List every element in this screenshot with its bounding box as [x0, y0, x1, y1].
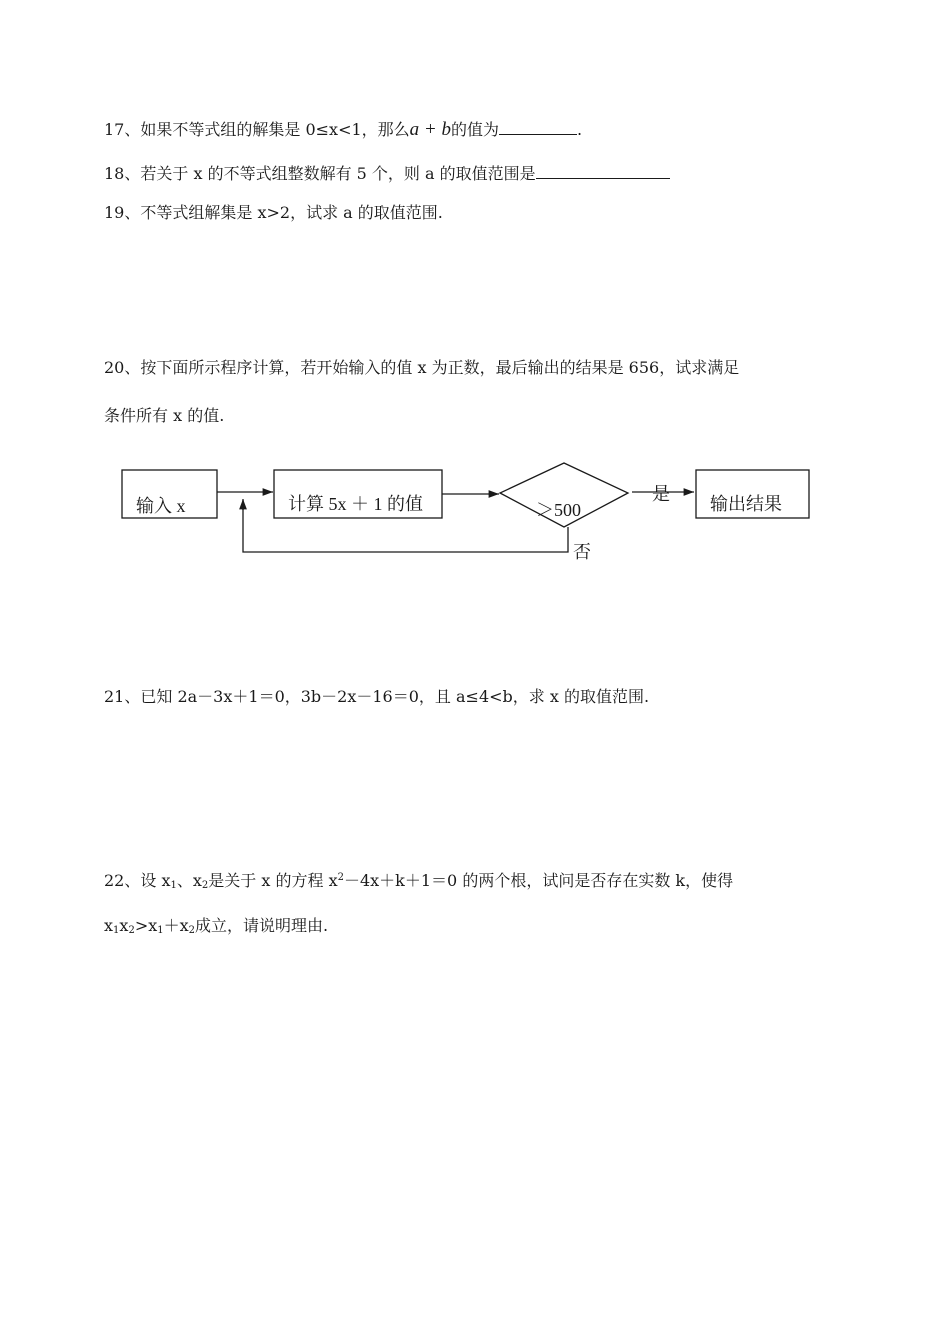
question-text: x	[119, 916, 129, 935]
question-number: 21、	[104, 687, 141, 706]
compute-label: 计算 5x ＋ 1 的值	[288, 494, 423, 514]
question-text: －4x＋k＋1＝0 的两个根，试问是否存在实数 k，使得	[343, 871, 734, 890]
question-text: .	[577, 120, 583, 139]
subscript: 2	[188, 925, 196, 936]
question-number: 17、	[104, 120, 141, 139]
question-text: 成立，请说明理由.	[195, 916, 329, 935]
question-number: 19、	[104, 203, 141, 222]
input-label: 输入 x	[136, 496, 186, 516]
subscript: 2	[128, 925, 135, 936]
question-text: >x	[134, 916, 158, 935]
subscript: 1	[157, 925, 164, 936]
question-number: 20、	[104, 358, 141, 377]
question-22-line-2	[104, 915, 328, 942]
question-21	[104, 686, 649, 708]
question-text: 条件所有 x 的值.	[104, 406, 225, 425]
question-text: 按下面所示程序计算，若开始输入的值 x 为正数，最后输出的结果是 656，试求满足	[140, 358, 740, 377]
decision-label: ＞500	[536, 500, 581, 520]
question-text: x	[104, 916, 114, 935]
superscript: 2	[337, 872, 344, 883]
question-text: 的值为	[451, 120, 500, 139]
subscript: 1	[170, 880, 177, 891]
no-label: 否	[573, 542, 591, 562]
question-text: 已知 2a－3x＋1＝0，3b－2x－16＝0，且 a≤4<b，求 x 的取值范围.	[140, 687, 650, 706]
question-text: ＋x	[163, 916, 189, 935]
output-label: 输出结果	[710, 494, 782, 514]
question-22-line-1	[104, 867, 733, 897]
question-text: 是关于 x 的方程 x	[208, 871, 338, 890]
subscript: 1	[113, 925, 120, 936]
subscript: 2	[201, 880, 209, 891]
yes-label: 是	[652, 484, 670, 504]
question-text: 、x	[176, 871, 202, 890]
question-text: 不等式组解集是 x>2，试求 a 的取值范围.	[140, 203, 443, 222]
question-number: 22、	[104, 871, 141, 890]
question-text: 设 x	[140, 871, 171, 890]
question-text: 若关于 x 的不等式组整数解有 5 个，则 a 的取值范围是	[140, 164, 536, 183]
question-number: 18、	[104, 164, 141, 183]
math-expression: a + b	[409, 119, 451, 140]
question-text: 如果不等式组的解集是 0≤x<1，那么	[140, 120, 410, 139]
